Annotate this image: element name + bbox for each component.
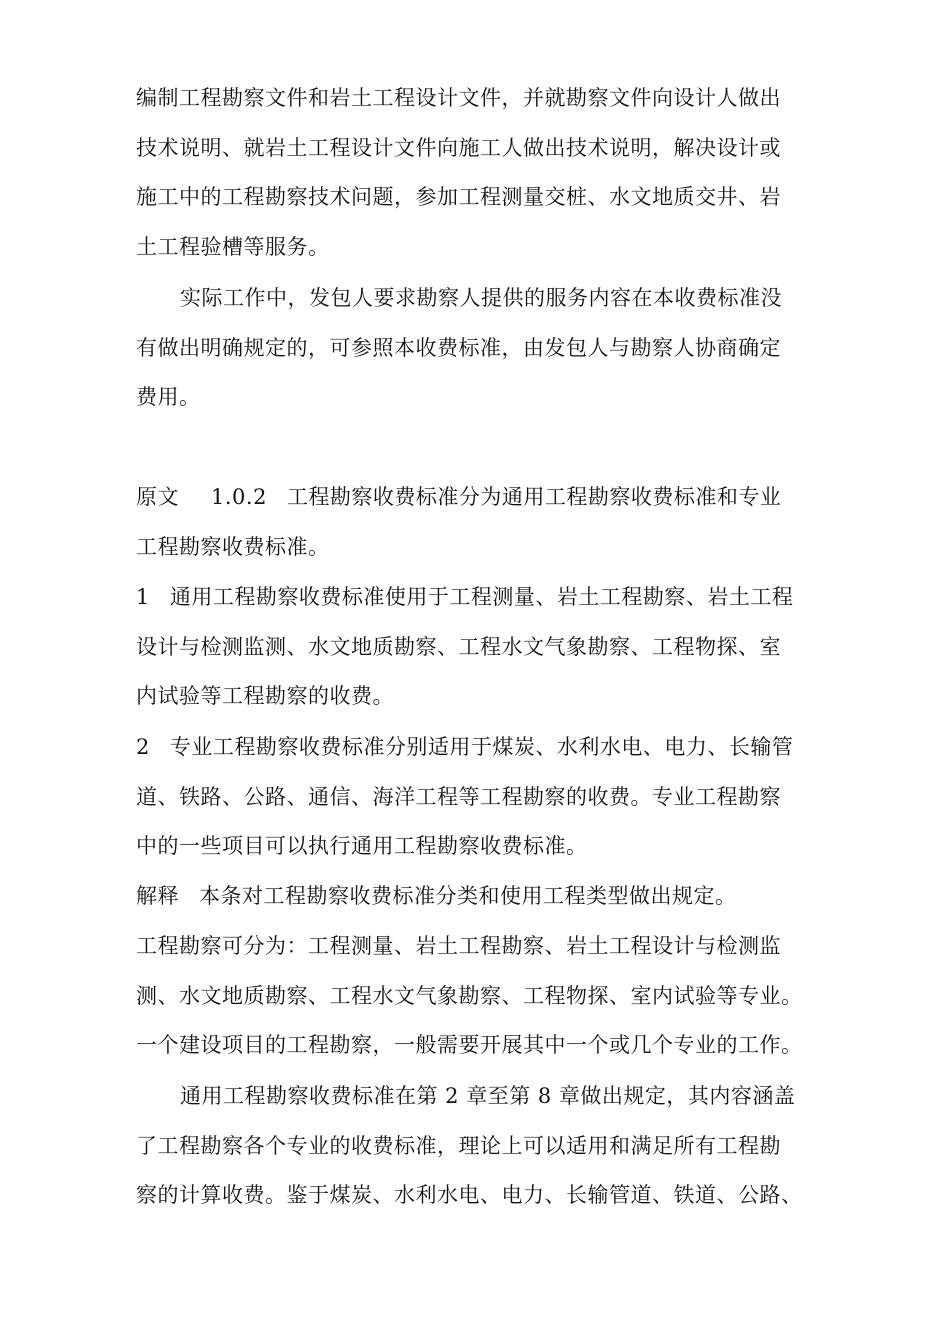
clause-label: 原文 [136,485,179,509]
text-line: 察的计算收费。鉴于煤炭、水利水电、电力、长输管道、铁道、公路、 [136,1183,803,1207]
text-line: 内试验等工程勘察的收费。 [136,684,394,708]
text-line: 施工中的工程勘察技术问题，参加工程测量交桩、水文地质交井、岩 [136,185,781,209]
text-line: 技术说明、就岩土工程设计文件向施工人做出技术说明，解决设计或 [136,136,781,160]
text-line: 实际工作中，发包人要求勘察人提供的服务内容在本收费标准没 [180,286,782,310]
text-line: 土工程验槽等服务。 [136,235,330,259]
list-item [136,733,826,761]
text-line: 有做出明确规定的，可参照本收费标准，由发包人与勘察人协商确定 [136,336,781,360]
text-line: 工程勘察收费标准。 [136,535,330,559]
explanation-heading [136,882,826,910]
text-line: 编制工程勘察文件和岩土工程设计文件，并就勘察文件向设计人做出 [136,86,781,110]
text-line: 了工程勘察各个专业的收费标准，理论上可以适用和满足所有工程勘 [136,1134,781,1158]
item-number: 1 [136,585,150,609]
explanation-label: 解释 [136,884,179,908]
text-line: 费用。 [136,385,201,409]
item-number: 2 [136,735,150,759]
clause-text: 工程勘察收费标准分为通用工程勘察收费标准和专业 [286,485,782,509]
item-text: 通用工程勘察收费标准使用于工程测量、岩土工程勘察、岩土工程 [169,585,794,609]
explanation-text: 本条对工程勘察收费标准分类和使用工程类型做出规定。 [199,884,737,908]
clause-number: 1.0.2 [211,485,267,509]
text-line: 中的一些项目可以执行通用工程勘察收费标准。 [136,834,588,858]
list-item [136,583,826,611]
text-line: 测、水文地质勘察、工程水文气象勘察、工程物探、室内试验等专业。 [136,984,803,1008]
item-text: 专业工程勘察收费标准分别适用于煤炭、水利水电、电力、长输管 [169,735,794,759]
text-line: 道、铁路、公路、通信、海洋工程等工程勘察的收费。专业工程勘察 [136,785,781,809]
text-line: 设计与检测监测、水文地质勘察、工程水文气象勘察、工程物探、室 [136,635,781,659]
clause-heading [136,483,826,511]
text-line: 一个建设项目的工程勘察，一般需要开展其中一个或几个专业的工作。 [136,1033,803,1057]
text-line: 通用工程勘察收费标准在第 2 章至第 8 章做出规定，其内容涵盖 [180,1084,796,1108]
text-line: 工程勘察可分为：工程测量、岩土工程勘察、岩土工程设计与检测监 [136,934,781,958]
